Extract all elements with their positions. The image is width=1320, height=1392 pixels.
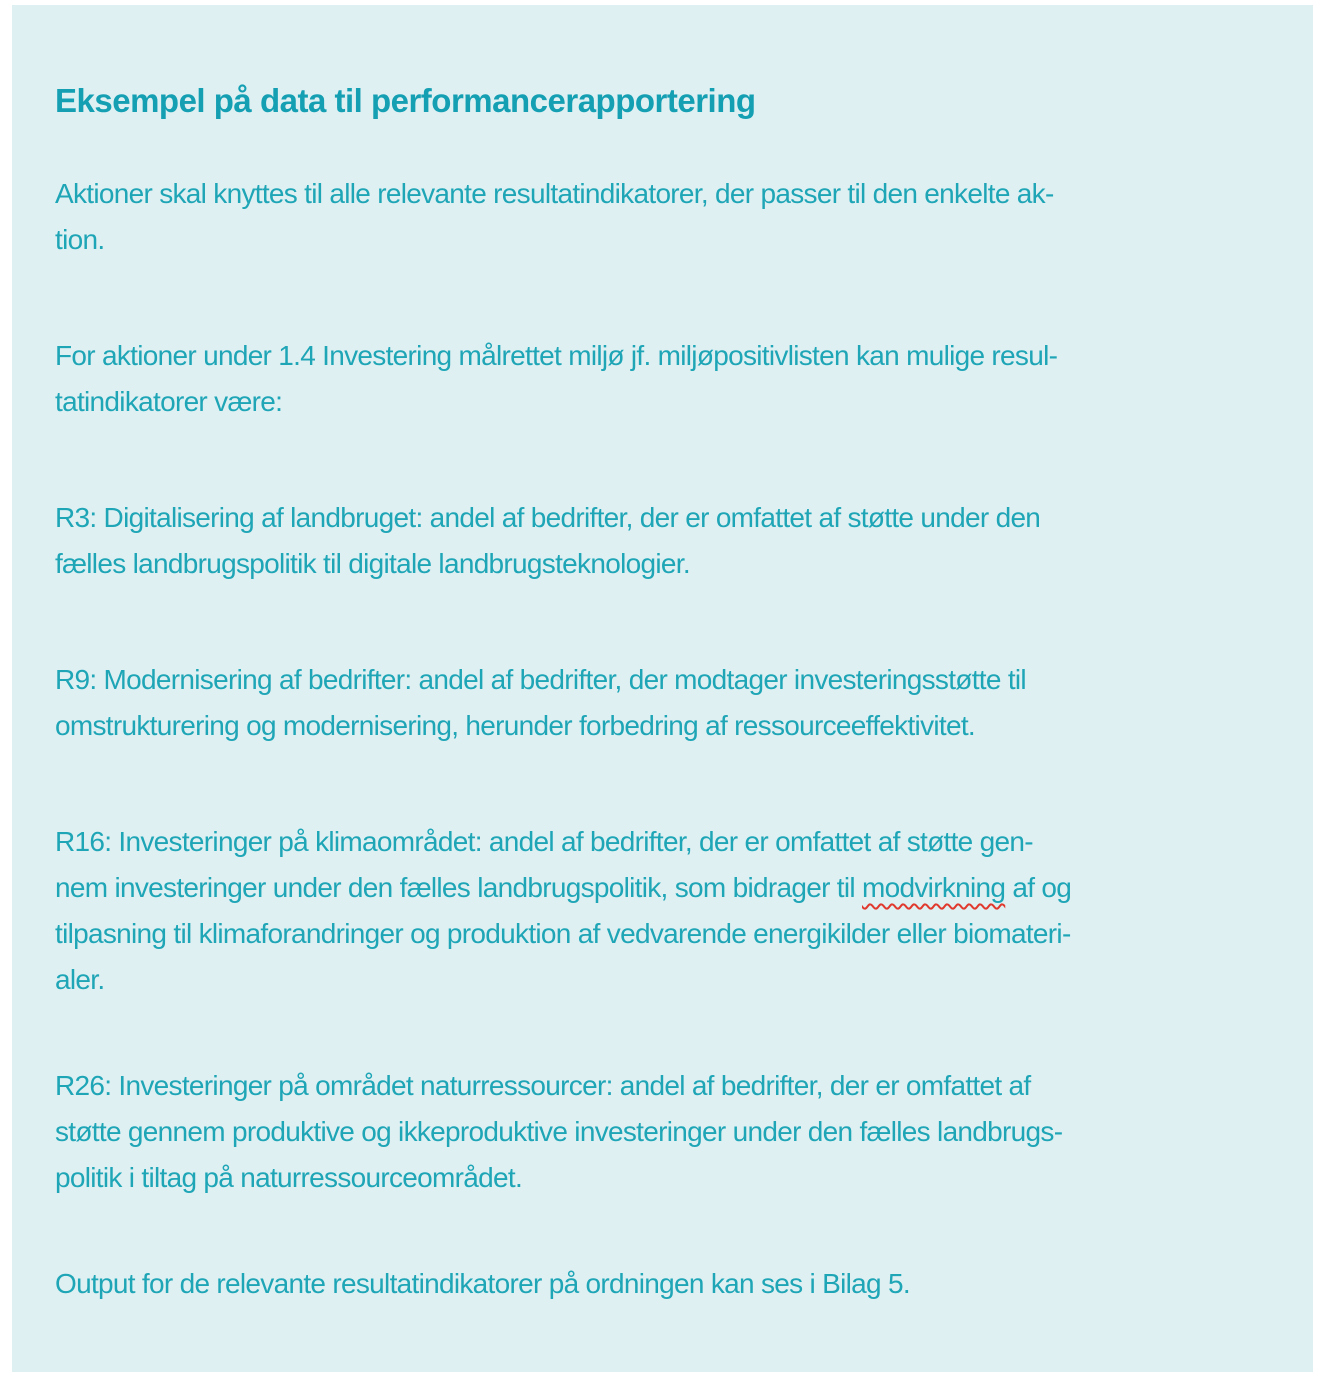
text-segment: af og (1005, 872, 1072, 903)
text-line (55, 865, 1273, 911)
paragraph-r9 (55, 657, 1273, 749)
text-line: tilpasning til klimaforandringer og produktion af vedvarende energikilder eller biomateri- (55, 918, 1071, 949)
text-line: tatindikatorer være: (55, 386, 283, 417)
text-line: politik i tiltag på naturressourceområdet. (55, 1162, 523, 1193)
paragraphs (55, 171, 1273, 1307)
text-line: For aktioner under 1.4 Investering målrettet miljø jf. miljøpositivlisten kan mulige resul- (55, 340, 1058, 371)
spellcheck-word: modvirkning (862, 872, 1006, 903)
text-line: R9: Modernisering af bedrifter: andel af bedrifter, der modtager investeringsstøtte til (55, 664, 1026, 695)
text-line: aler. (55, 964, 105, 995)
paragraph-r26 (55, 1063, 1273, 1201)
text-line: R3: Digitalisering af landbruget: andel af bedrifter, der er omfattet af støtte under den (55, 502, 1041, 533)
paragraph-r16 (55, 819, 1273, 1003)
text-line: Output for de relevante resultatindikatorer på ordningen kan ses i Bilag 5. (55, 1268, 910, 1299)
text-segment: nem investeringer under den fælles landbrugspolitik, som bidrager til (55, 872, 862, 903)
text-line: tion. (55, 224, 105, 255)
text-line: omstrukturering og modernisering, herunder forbedring af ressourceeffektivitet. (55, 710, 976, 741)
text-line: støtte gennem produktive og ikkeproduktive investeringer under den fælles landbrugs- (55, 1116, 1063, 1147)
highlighted-text-box (12, 5, 1313, 1372)
text-line: Aktioner skal knyttes til alle relevante resultatindikatorer, der passer til den enkelte ak- (55, 178, 1054, 209)
text-line: fælles landbrugspolitik til digitale landbrugsteknologier. (55, 548, 690, 579)
text-line: R16: Investeringer på klimaområdet: andel af bedrifter, der er omfattet af støtte gen- (55, 826, 1033, 857)
section-heading: Eksempel på data til performancerapportering (55, 82, 756, 119)
text-line: R26: Investeringer på området naturressourcer: andel af bedrifter, der er omfattet af (55, 1070, 1031, 1101)
paragraph-output (55, 1261, 1273, 1307)
paragraph-aktioner-1-4 (55, 333, 1273, 425)
paragraph-intro (55, 171, 1273, 263)
paragraph-r3 (55, 495, 1273, 587)
text-box-content (12, 81, 1313, 1307)
